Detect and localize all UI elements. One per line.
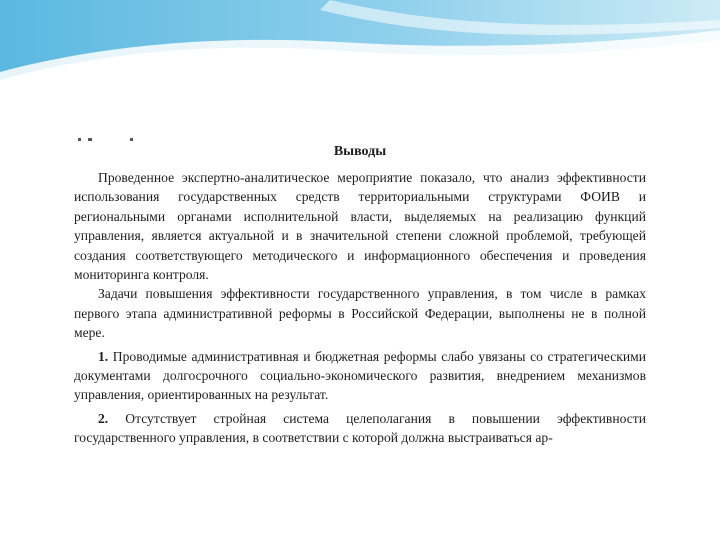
- paragraph-text: Проводимые административная и бюджетная реформы слабо увязаны со стратегическими документами долгосрочного социально-экономического развития, внедрением механизмов управления, ориентированных на результат.: [74, 348, 646, 403]
- paragraph-text: Задачи повышения эффективности государственного управления, в том числе в рамках первого этапа административной реформы в Российской Федерации, выполнены не в полной мере.: [74, 286, 646, 341]
- paragraph: [74, 409, 646, 448]
- document-title: Выводы: [333, 144, 387, 159]
- header-swoosh-decoration: [0, 0, 720, 110]
- document-page: [74, 142, 646, 448]
- paragraph: [74, 284, 646, 342]
- paragraph: [74, 347, 646, 405]
- paragraph: [74, 168, 646, 284]
- paragraph-text: Отсутствует стройная система целеполагания в повышении эффективности государственного управления, в соответствии с которой должна выстраиваться ар-: [74, 410, 646, 446]
- paragraph-number: 2.: [98, 410, 109, 426]
- paragraph-text: Проведенное экспертно-аналитическое мероприятие показало, что анализ эффективности использования государственных средств территориальными структурами ФОИВ и региональными органами исполнительной власти, выделяемых на реализацию функций управления, является актуальной и в значительной степени сложной проблемой, требующей создания соответствующего методического и информационного обеспечения и проведения мониторинга контроля.: [74, 170, 646, 283]
- paragraph-number: 1.: [98, 348, 109, 364]
